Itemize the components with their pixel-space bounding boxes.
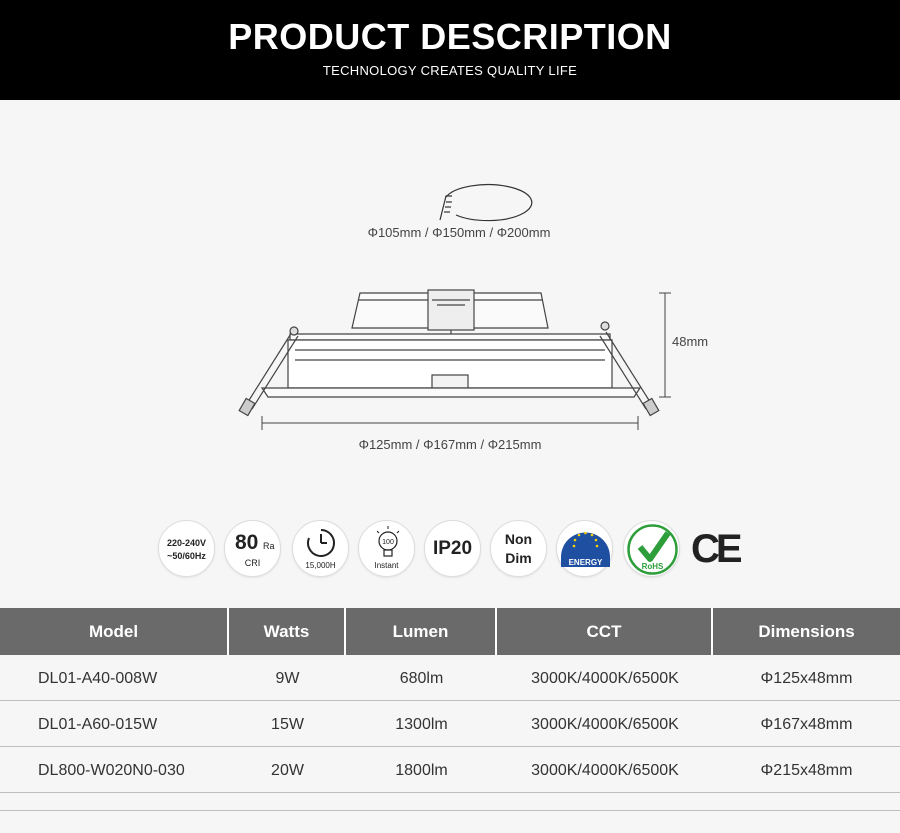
- checkmark-icon: [624, 521, 681, 578]
- ip-rating-badge: [424, 520, 481, 577]
- instant-label: Instant: [374, 561, 399, 570]
- rohs-text: RoHS: [641, 562, 664, 571]
- cell-dimensions: Φ167x48mm: [760, 716, 853, 733]
- energy-label-badge: [556, 520, 613, 577]
- lifetime-hours: 15,000H: [305, 561, 336, 570]
- height-dimension-label: 48mm: [672, 334, 709, 349]
- product-drawing: [0, 100, 900, 520]
- cell-dimensions: Φ125x48mm: [760, 670, 853, 687]
- table-row-empty: [0, 794, 900, 811]
- ce-mark: CE: [691, 527, 739, 571]
- lifetime-badge: [292, 520, 349, 577]
- table-row: [0, 656, 900, 701]
- table-row: [0, 748, 900, 793]
- content-area: [0, 100, 900, 833]
- voltage-badge: [158, 520, 215, 577]
- cell-watts: 20W: [271, 762, 304, 779]
- cell-watts: 9W: [275, 670, 300, 687]
- voltage-range: 220-240V: [166, 538, 207, 548]
- bulb-icon: [373, 525, 403, 559]
- dimming-line1: Non: [504, 531, 533, 547]
- instant-percent: 100: [382, 539, 394, 546]
- header-lumen: Lumen: [346, 608, 497, 655]
- dimming-badge: [490, 520, 547, 577]
- ip-rating: IP20: [432, 538, 473, 559]
- rohs-badge: [623, 520, 680, 577]
- page-subtitle: TECHNOLOGY CREATES QUALITY LIFE: [322, 63, 578, 78]
- cell-dimensions: Φ215x48mm: [760, 762, 853, 779]
- cell-watts: 15W: [271, 716, 304, 733]
- diameter-dimension-label: Φ125mm / Φ167mm / Φ215mm: [358, 437, 542, 452]
- header-model: Model: [0, 608, 229, 655]
- cell-model: DL01-A60-015W: [38, 716, 158, 733]
- downlight-technical-drawing: [0, 100, 900, 520]
- energy-text: ENERGY: [568, 558, 603, 567]
- dimming-line2: Dim: [505, 550, 532, 566]
- table-header: [0, 608, 900, 655]
- cell-model: DL800-W020N0-030: [38, 762, 185, 779]
- page-title: PRODUCT DESCRIPTION: [228, 16, 672, 57]
- cutout-symbol: [440, 185, 532, 221]
- instant-on-badge: [358, 520, 415, 577]
- feature-badges: [0, 520, 900, 582]
- cell-lumen: 1300lm: [395, 716, 448, 733]
- header-watts: Watts: [229, 608, 346, 655]
- eu-stars-icon: [557, 521, 614, 578]
- cell-lumen: 1800lm: [395, 762, 448, 779]
- header-dimensions: Dimensions: [758, 622, 855, 641]
- lamp-side-view: [239, 290, 659, 416]
- header-cct: CCT: [497, 608, 713, 655]
- voltage-frequency: ~50/60Hz: [167, 551, 206, 561]
- cell-cct: 3000K/4000K/6500K: [531, 762, 679, 779]
- cell-model: DL01-A40-008W: [38, 670, 158, 687]
- cell-cct: 3000K/4000K/6500K: [531, 670, 679, 687]
- cri-value: 80: [235, 531, 259, 554]
- cri-badge: [224, 520, 281, 577]
- clock-icon: [305, 527, 337, 559]
- cri-label: CRI: [244, 558, 261, 568]
- header-banner: [0, 0, 900, 100]
- cell-cct: 3000K/4000K/6500K: [531, 716, 679, 733]
- height-dimension-line: [659, 293, 671, 397]
- cell-lumen: 680lm: [399, 670, 444, 687]
- diameter-dimension-line: [262, 416, 638, 430]
- cri-unit: Ra: [263, 541, 275, 551]
- table-row: [0, 702, 900, 747]
- cutout-dimension-label: Φ105mm / Φ150mm / Φ200mm: [367, 225, 551, 240]
